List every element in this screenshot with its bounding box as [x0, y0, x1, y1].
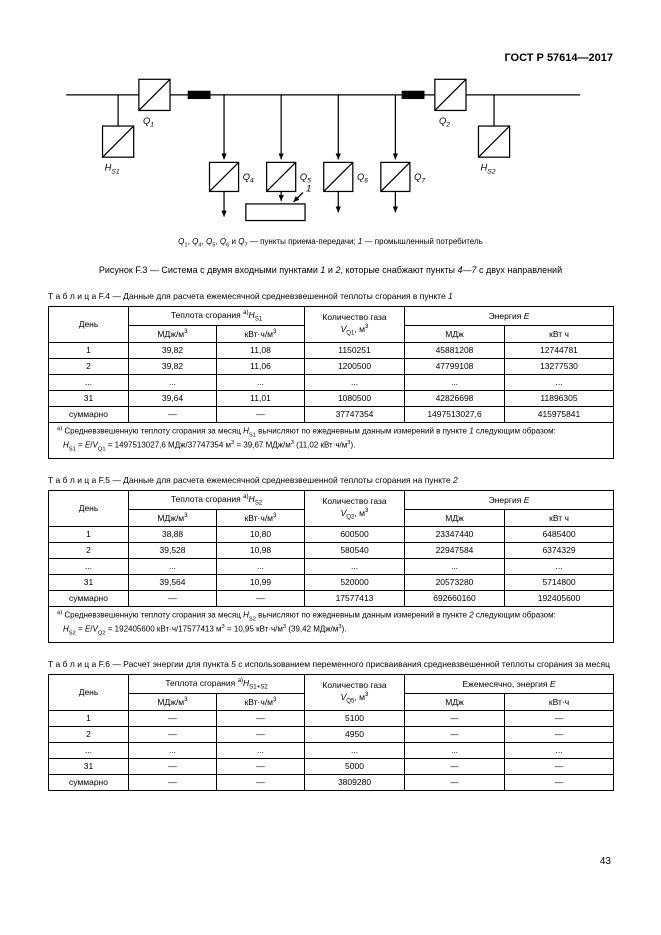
branch-q6 [323, 95, 352, 212]
cell: — [505, 726, 614, 742]
col-header-mj: МДж [405, 326, 505, 342]
doc-standard-number: ГОСТ Р 57614—2017 [504, 52, 613, 64]
cell: 192405600 [505, 590, 614, 606]
cell: 39,528 [129, 542, 217, 558]
col-header-energy: Ежемесячно, энергия E [405, 675, 614, 694]
col-header-mj: МДж [405, 510, 505, 526]
cell: 31 [49, 574, 129, 590]
cell: — [405, 758, 505, 774]
meter-q1 [138, 79, 169, 110]
cell: 4950 [305, 726, 405, 742]
cell: ... [405, 558, 505, 574]
table-row-total [49, 774, 614, 790]
cell: суммарно [49, 590, 129, 606]
table-row [49, 758, 614, 774]
cell: суммарно [49, 774, 129, 790]
cell: 2 [49, 726, 129, 742]
col-header-kwh-m3: $кВт\cdot ч/м^3$ [217, 326, 305, 342]
table-row-total [49, 590, 614, 606]
cell: — [405, 710, 505, 726]
col-header-energy: Энергия E [405, 491, 614, 510]
cell: 38,88 [129, 526, 217, 542]
cell: 11,01 [217, 390, 305, 406]
table-f6-title: Т а б л и ц а F.6 — Расчет энергии для пункта 5 с использованием переменного присваивания средневзвешенной теплоты сгорания за месяц [48, 658, 610, 669]
cell: ... [405, 742, 505, 758]
cell: 6485400 [505, 526, 614, 542]
cell: 580540 [305, 542, 405, 558]
footnote-row [49, 606, 614, 642]
cell: суммарно [49, 406, 129, 422]
cell: ... [305, 558, 405, 574]
table-row [49, 726, 614, 742]
col-header-heat: Теплота сгорания $^{а)}H_{S2}$ [129, 491, 305, 510]
col-header-kwh-m3: $кВт\cdot ч/м^3$ [217, 510, 305, 526]
table-f5 [48, 490, 614, 643]
cell: — [129, 406, 217, 422]
cell: 600500 [305, 526, 405, 542]
table-row [49, 558, 614, 574]
label-hs1: $H_{S1}$ [104, 162, 120, 176]
label-consumer: 1 [305, 183, 311, 194]
cell: ... [129, 558, 217, 574]
cell: 11,06 [217, 358, 305, 374]
meter-q2 [434, 79, 465, 110]
cell: 1 [49, 526, 129, 542]
cell: 31 [49, 390, 129, 406]
table-row-total [49, 406, 614, 422]
cell: ... [49, 558, 129, 574]
cell: 692660160 [405, 590, 505, 606]
cell: 39,564 [129, 574, 217, 590]
footnote-formula: $H_{S2} = E/V_{Q2} = 192405600$ кВт·ч/17577413 $м^3 = 10,95$ $кВт\cdot ч/м^3$ (39,42 МДж/$м^3$). [63, 624, 347, 637]
figure-caption: Рисунок F.3 — Система с двумя входными пунктами 1 и 2, которые снабжают пункты 4—7 с двух направлений [98, 264, 563, 275]
cell: ... [217, 558, 305, 574]
cell: 5714800 [505, 574, 614, 590]
cell: ... [49, 742, 129, 758]
table-f4-title: Т а б л и ц а F.4 — Данные для расчета ежемесячной средневзвешенной теплоты сгорания в пункте 1 [48, 290, 453, 301]
col-header-mj: МДж [405, 694, 505, 710]
cell: ... [129, 374, 217, 390]
figure-f3 [48, 74, 613, 275]
cell: ... [217, 742, 305, 758]
label-hs2: $H_{S2}$ [480, 162, 496, 176]
table-row [49, 342, 614, 358]
cell: 3809280 [305, 774, 405, 790]
cell: 1 [49, 710, 129, 726]
cell: — [405, 774, 505, 790]
footnote-row [49, 422, 614, 458]
cell: 10,80 [217, 526, 305, 542]
cell: 1150251 [305, 342, 405, 358]
cell: 20573280 [405, 574, 505, 590]
cell: 5100 [305, 710, 405, 726]
cell: 39,82 [129, 358, 217, 374]
col-header-kwh: кВт·ч [505, 694, 614, 710]
cell: 12744781 [505, 342, 614, 358]
cell: 37747354 [305, 406, 405, 422]
page-number: 43 [599, 856, 611, 867]
col-header-energy: Энергия E [405, 307, 614, 326]
cell: 5000 [305, 758, 405, 774]
table-row [49, 390, 614, 406]
cell: — [217, 710, 305, 726]
cell: ... [49, 374, 129, 390]
cell: 39,82 [129, 342, 217, 358]
cell: — [129, 758, 217, 774]
meter-hs2 [478, 95, 509, 157]
cell: — [217, 590, 305, 606]
cell: 42826698 [405, 390, 505, 406]
branch-q4 [209, 95, 238, 217]
cell: 31 [49, 758, 129, 774]
table-row [49, 742, 614, 758]
col-header-day: День [49, 491, 129, 527]
cell: 11896305 [505, 390, 614, 406]
col-header-quantity: Количество газа $V_{Q1}$, $м^3$ [305, 307, 405, 343]
table-row [49, 374, 614, 390]
cell: 520000 [305, 574, 405, 590]
cell: — [217, 774, 305, 790]
table-row [49, 358, 614, 374]
cell: ... [129, 742, 217, 758]
label-q5: $Q_5$ [299, 172, 311, 185]
cell: — [217, 726, 305, 742]
table-row [49, 710, 614, 726]
cell: — [505, 710, 614, 726]
cell: — [505, 774, 614, 790]
label-q1: $Q_1$ [142, 115, 154, 129]
pipe-joint-left [187, 91, 210, 99]
branch-q5 [266, 95, 295, 201]
cell: — [129, 726, 217, 742]
col-header-day: День [49, 307, 129, 343]
cell: 11,08 [217, 342, 305, 358]
cell: ... [217, 374, 305, 390]
cell: ... [305, 742, 405, 758]
label-q2: $Q_2$ [438, 115, 450, 129]
cell: — [217, 758, 305, 774]
cell: 22947584 [405, 542, 505, 558]
cell: ... [405, 374, 505, 390]
header-row [49, 307, 614, 326]
cell: — [129, 710, 217, 726]
cell: 1 [49, 342, 129, 358]
cell: 1497513027,6 [405, 406, 505, 422]
col-header-day: День [49, 675, 129, 711]
cell: — [129, 590, 217, 606]
col-header-kwh: кВт ч [505, 510, 614, 526]
figure-legend: $Q_1$, $Q_4$, $Q_5$, $Q_6$ и $Q_7$ — пункты приема-передачи; 1 — промышленный потребитель [178, 237, 483, 249]
cell: — [405, 726, 505, 742]
col-header-mj-m3: МДж/$м^3$ [129, 326, 217, 342]
table-f4 [48, 306, 614, 459]
cell: ... [305, 374, 405, 390]
cell: 10,98 [217, 542, 305, 558]
col-header-quantity: Количество газа $V_{Q5}$, $м^3$ [305, 675, 405, 711]
cell: 39,64 [129, 390, 217, 406]
cell: 6374329 [505, 542, 614, 558]
cell: 17577413 [305, 590, 405, 606]
label-q4: $Q_4$ [242, 172, 254, 185]
footnote-text: $^{а)}$ Средневзвешенную теплоту сгорания за месяц $H_{S2}$ вычисляют по ежедневным данным измерений в пункте 2 следующим образом: [57, 609, 556, 622]
cell: — [129, 774, 217, 790]
cell: 2 [49, 358, 129, 374]
cell: 45881208 [405, 342, 505, 358]
label-q6: $Q_6$ [356, 172, 368, 185]
table-footnote [49, 422, 614, 458]
header-row [49, 675, 614, 694]
figure-f3-diagram [61, 74, 601, 230]
cell: — [505, 758, 614, 774]
table-row [49, 574, 614, 590]
cell: 2 [49, 542, 129, 558]
col-header-heat: Теплота сгорания $^{а)}H_{S1}$ [129, 307, 305, 326]
footnote-text: $^{а)}$ Средневзвешенную теплоту сгорания за месяц $H_{S1}$ вычисляют по ежедневным данным измерений в пункте 1 следующим образом: [57, 425, 556, 438]
cell: 1200500 [305, 358, 405, 374]
cell: 13277530 [505, 358, 614, 374]
footnote-formula: $H_{S1} = E/V_{Q1} = 1497513027,6$ МДж/37747354 $м^3 = 39,67$ МДж/$м^3$ (11,02 $кВт\cdot ч/м^3$). [63, 440, 356, 453]
header-row [49, 491, 614, 510]
label-q7: $Q_7$ [413, 172, 425, 185]
col-header-kwh-m3: $кВт\cdot ч/м^3$ [217, 694, 305, 710]
col-header-kwh: кВт ч [505, 326, 614, 342]
col-header-mj-m3: МДж/$м^3$ [129, 694, 217, 710]
cell: — [217, 406, 305, 422]
table-f6 [48, 674, 614, 791]
cell: 1080500 [305, 390, 405, 406]
table-footnote [49, 606, 614, 642]
cell: 415975841 [505, 406, 614, 422]
cell: 10,99 [217, 574, 305, 590]
table-f5-title: Т а б л и ц а F.5 — Данные для расчета ежемесячной средневзвешенной теплоты сгорания на пункте 2 [48, 474, 458, 485]
cell: 47799108 [405, 358, 505, 374]
table-row [49, 526, 614, 542]
meter-hs1 [102, 95, 133, 157]
col-header-mj-m3: МДж/$м^3$ [129, 510, 217, 526]
cell: 23347440 [405, 526, 505, 542]
col-header-quantity: Количество газа $V_{Q2}$, $м^3$ [305, 491, 405, 527]
table-row [49, 542, 614, 558]
cell: ... [505, 742, 614, 758]
industrial-consumer-box [245, 193, 304, 221]
cell: ... [505, 558, 614, 574]
cell: ... [505, 374, 614, 390]
pipe-joint-right [401, 91, 424, 99]
col-header-heat: Теплота сгорания $^{а)}H_{S1+S2}$ [129, 675, 305, 694]
branch-q7 [380, 95, 409, 212]
